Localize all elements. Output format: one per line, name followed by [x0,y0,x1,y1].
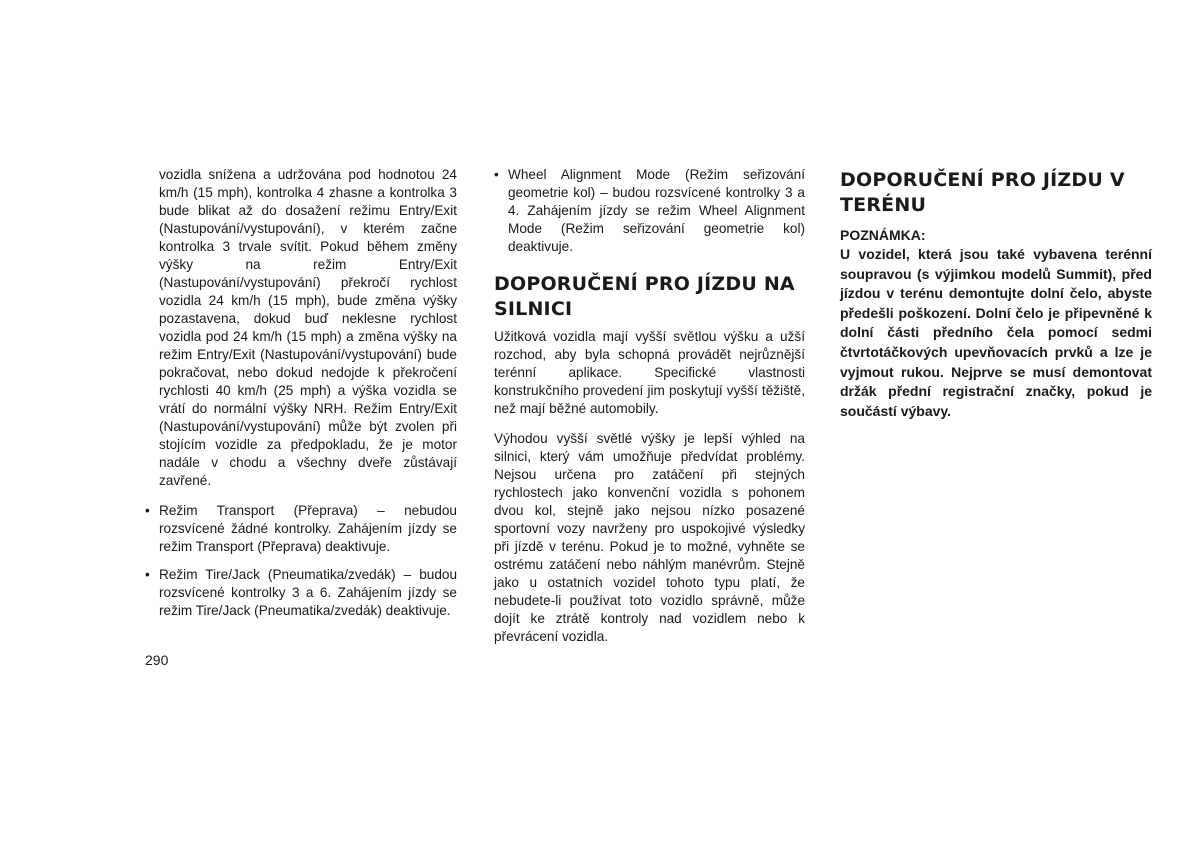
list-item-text: Režim Transport (Přeprava) – nebudou rozsvícené žádné kontrolky. Zahájením jízdy se režim Transport (Přeprava) deaktivuje. [159,503,457,554]
paragraph-utility-vehicles: Užitková vozidla mají vyšší světlou výšku a užší rozchod, aby byla schopná provádět nejrůznější terénní aplikace. Specifické vlastnosti konstrukčního provedení jim poskytují vyšší těžiště, než mají běžné automobily. [494,329,805,416]
list-item-text: Režim Tire/Jack (Pneumatika/zvedák) – budou rozsvícené kontrolky 3 a 6. Zahájením jízdy se režim Tire/Jack (Pneumatika/zvedák) deaktivuje. [159,567,457,618]
bullet-icon: • [494,167,499,182]
bullet-icon: • [145,503,150,518]
column-right [840,166,1152,421]
section-heading-road: DOPORUČENÍ PRO JÍZDU NA SILNICI [494,273,795,320]
note-label: POZNÁMKA: [840,227,926,243]
mode-list [145,502,457,620]
list-item-text: Wheel Alignment Mode (Režim seřizování geometrie kol) – budou rozsvícené kontrolky 3 a 4. Zahájením jízdy se režim Wheel Alignment Mode (Režim seřizování geometrie kol) deaktivuje. [508,167,805,254]
paragraph-advantage: Výhodou vyšší světlé výšky je lepší výhled na silnici, který vám umožňuje předvídat problémy. Nejsou určena pro zatáčení při stejných rychlostech jako konvenční vozidla s pohonem dvou kol, stejně jako nejsou nízko posazené sportovní vozy navrženy pro uspokojivé výsledky při jízdě v terénu. Pokud je to možné, vyhněte se ostrému zatáčení nebo náhlým manévrům. Stejně jako u ostatních vozidel tohoto typu platí, že nebudete-li používat toto vozidlo správně, může dojít ke ztrátě kontroly nad vozidlem nebo k převrácení vozidla. [494,431,805,644]
list-item-wheel-alignment [494,166,805,256]
paragraph-entry-exit: vozidla snížena a udržována pod hodnotou 24 km/h (15 mph), kontrolka 4 zhasne a kontrolka 3 bude blikat až do dosažení režimu Entry/Exit (Nastupování/vystupování), v kterém začne kontrolka 3 trvale svítit. Pokud během změny výšky na režim Entry/Exit (Nastupování/vystupování) překročí rychlost vozidla 24 km/h (15 mph), bude změna výšky pozastavena, dokud buď neklesne rychlost vozidla pod 24 km/h (15 mph) a změna výšky na režim Entry/Exit (Nastupování/vystupování) bude pokračovat, nebo dokud nedojde k překročení rychlosti 40 km/h (25 mph) a výška vozidla se vrátí do normální výšky NRH. Režim Entry/Exit (Nastupování/vystupování) může být zvolen při stojícím vozidle za předpokladu, že je motor nadále v chodu a všechny dveře zůstávají zavřené. [159,167,457,488]
note-text: U vozidel, která jsou také vybavena terénní soupravou (s výjimkou modelů Summit), před jízdou v terénu demontujte dolní čelo, abyste předešli poškození. Dolní čelo je připevněné k dolní části předního čela pomocí sedmi čtvrtotáčkových upevňovacích prvků a lze je vyjmout rukou. Nejprve se musí demontovat držák přední registrační značky, pokud je součástí výbavy. [840,246,1152,419]
page-number: 290 [145,652,169,668]
list-item-transport [145,502,457,556]
column-middle [494,166,805,658]
bullet-icon: • [145,567,150,582]
section-heading-offroad: DOPORUČENÍ PRO JÍZDU V TERÉNU [840,169,1125,216]
mode-list-continued [494,166,805,256]
column-left [145,166,457,630]
list-item-tire-jack [145,566,457,620]
